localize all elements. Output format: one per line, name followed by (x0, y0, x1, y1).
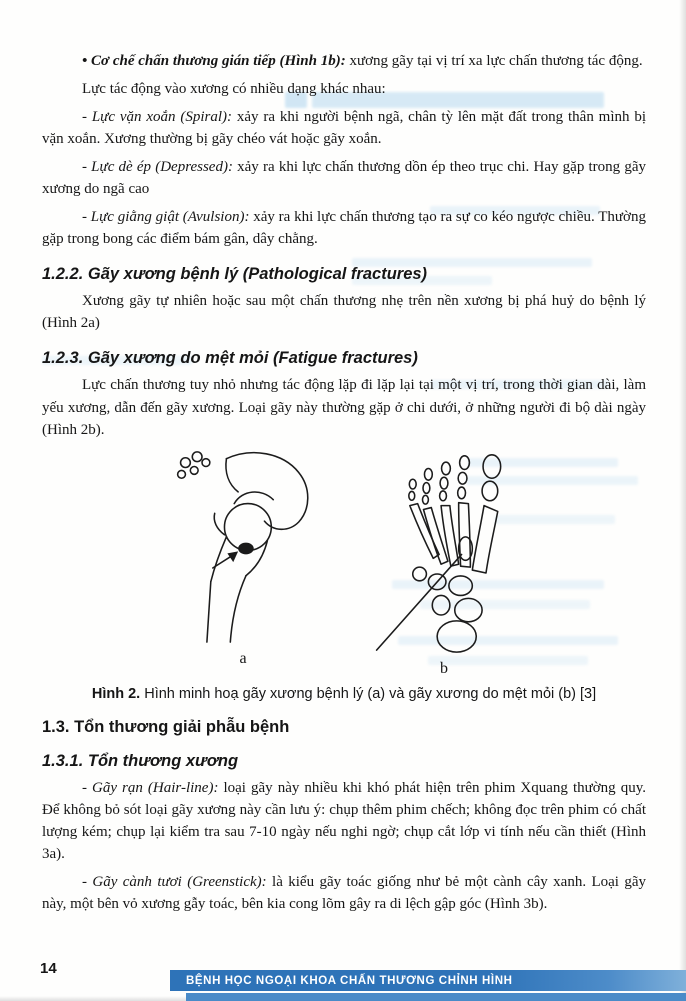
figure-caption (62, 686, 626, 702)
heading-1-2-3: 1.2.3. Gãy xương do mệt mỏi (Fatigue fractures) (42, 349, 418, 368)
figure-label-a: a (239, 649, 247, 667)
paragraph-forces-intro: Lực tác động vào xương có nhiều dạng khác nhau: (82, 81, 386, 98)
heading-1-2-2: 1.2.2. Gãy xương bệnh lý (Pathological fractures) (42, 265, 428, 284)
heading-1-3-1: 1.3.1. Tổn thương xương (42, 751, 239, 770)
paragraph-force-depressed (42, 156, 646, 200)
greenstick-text: là kiểu gãy toác giống như bẻ một cành cây xanh. Loại gãy này, một bên vỏ xương gẫy toác, bên kia cong lõm gây ra di lệch gập góc (Hình 3b). (42, 873, 646, 912)
figure-caption-lead: Hình 2. (91, 685, 141, 702)
heading-1-3: 1.3. Tổn thương giải phẫu bệnh (42, 717, 290, 736)
figure-2 (42, 447, 646, 678)
paragraph-pathological: Xương gãy tự nhiên hoặc sau một chấn thương nhẹ trên nền xương bị phá huỷ do bệnh lý (Hình 2a) (42, 293, 646, 332)
figure-2b (369, 447, 519, 678)
figure-caption-text: Hình minh hoạ gãy xương bệnh lý (a) và gãy xương do mệt mỏi (b) [3] (140, 685, 597, 702)
greenstick-lead: - Gãy cành tươi (Greenstick): (82, 873, 267, 890)
paragraph-force-avulsion (42, 206, 646, 250)
footer-banner-text: BỆNH HỌC NGOẠI KHOA CHẤN THƯƠNG CHỈNH HÌNH (186, 974, 513, 987)
hip-fracture-illustration (169, 447, 317, 647)
indirect-mechanism-lead: Cơ chế chấn thương gián tiếp (Hình 1b): (91, 53, 346, 69)
force-avulsion-lead: - Lực giằng giật (Avulsion): (82, 209, 250, 226)
paragraph-greenstick (42, 871, 646, 915)
force-depressed-text: xảy ra khi lực chấn thương dồn ép theo trục chi. Hay gặp trong gãy xương do ngã cao (42, 159, 646, 198)
paragraph-hairline (42, 777, 646, 865)
bullet-glyph: • (82, 53, 88, 69)
force-spiral-text: xảy ra khi người bệnh ngã, chân tỳ lên mặt đất trong thân mình bị vặn xoắn. Xương thường bị gãy chéo vát hoặc gãy xoắn. (42, 109, 646, 148)
page-number: 14 (40, 960, 57, 977)
hairline-lead: - Gãy rạn (Hair-line): (82, 779, 219, 796)
indirect-mechanism-text: xương gãy tại vị trí xa lực chấn thương tác động. (345, 53, 643, 69)
force-spiral-lead: - Lực vặn xoắn (Spiral): (82, 109, 233, 126)
paragraph-indirect-mechanism (42, 50, 646, 72)
force-depressed-lead: - Lực dè ép (Depressed): (82, 159, 233, 176)
hairline-text: loại gãy này nhiều khi khó phát hiện trên phim Xquang thường quy. Để không bỏ sót loại gãy xương này cần lưu ý: chụp thêm phim chếch; không đọc trên phim có chất lượng kém; chụp lại kiểm tra sau 7-10 ngày nếu nghi ngờ; chụp cắt lớp vi tính nếu cần thiết (Hình 3a). (42, 779, 646, 862)
paragraph-fatigue: Lực chấn thương tuy nhỏ nhưng tác động lặp đi lặp lại tại một vị trí, trong thời gian dài, làm yếu xương, dẫn đến gãy xương. Loại gãy này thường gặp ở chi dưới, ở những người đi bộ dài ngày (Hình 2b). (42, 377, 646, 438)
force-avulsion-text: xảy ra khi lực chấn thương tạo ra sự co kéo ngược chiều. Thường gặp trong bong các điểm bám gân, dây chằng. (42, 209, 646, 248)
figure-label-b: b (440, 659, 448, 677)
scan-edge-right (679, 0, 686, 1001)
footer-strip (186, 993, 686, 1001)
foot-fracture-illustration (369, 447, 519, 657)
footer-banner (170, 970, 686, 991)
figure-2a (169, 447, 317, 668)
paragraph-force-spiral (42, 106, 646, 150)
